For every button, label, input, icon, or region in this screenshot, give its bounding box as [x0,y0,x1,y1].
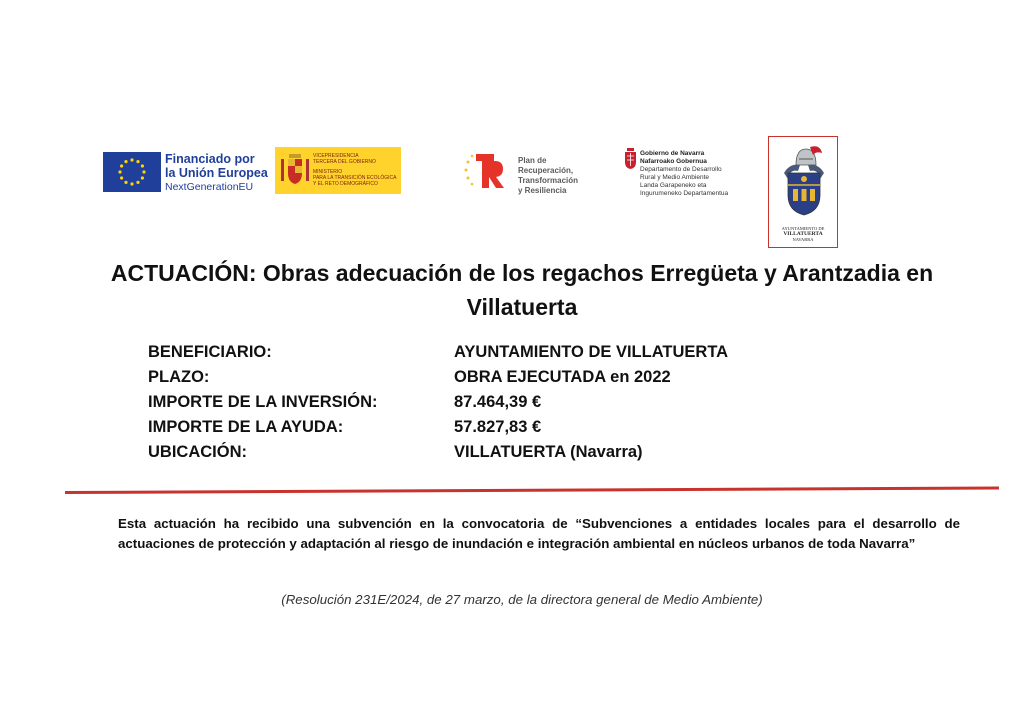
prtr-r-icon [462,148,512,194]
villatuerta-line3: NAVARRA [792,237,814,242]
info-label: IMPORTE DE LA INVERSIÓN: [148,393,378,411]
navarra-line6: Ingurumeneko Departamentua [640,190,729,197]
info-value: OBRA EJECUTADA en 2022 [454,368,671,386]
villatuerta-crest-icon [776,143,832,223]
info-label: IMPORTE DE LA AYUDA: [148,418,344,436]
prtr-line3: Transformación [518,176,579,185]
prtr-logo [462,148,592,194]
ministry-line5: Y EL RETO DEMOGRÁFICO [313,181,378,187]
eu-logo-line2: la Unión Europea [165,166,268,180]
villatuerta-line2: VILLATUERTA [783,230,823,237]
ministry-line2: TERCERA DEL GOBIERNO [313,159,376,165]
navarra-line4: Rural y Medio Ambiente [640,174,710,181]
eu-flag-icon [103,152,161,192]
navarra-line1: Gobierno de Navarra [640,150,705,157]
info-label: UBICACIÓN: [148,443,247,461]
spain-coat-of-arms-icon [280,153,310,188]
villatuerta-logo [768,136,838,248]
subsidy-description: Esta actuación ha recibido una subvención en la convocatoria de “Subvenciones a entidades locales para el desarrollo de actuaciones de protección y adaptación al riesgo de inundación e integración ambiental en núcleos urbanos de toda Navarra” [118,516,960,551]
villatuerta-line1: AYUNTAMIENTO DE [781,226,825,231]
navarra-shield-icon [624,148,637,170]
info-value: 87.464,39 € [454,393,542,411]
red-divider [65,479,999,495]
info-value: VILLATUERTA (Navarra) [454,443,643,461]
info-value: AYUNTAMIENTO DE VILLATUERTA [454,343,729,361]
resolution-reference: (Resolución 231E/2024, de 27 marzo, de la directora general de Medio Ambiente) [281,592,763,607]
navarra-line5: Landa Garapeneko eta [640,182,707,189]
gobierno-navarra-logo [624,148,744,198]
info-value: 57.827,83 € [454,418,542,436]
info-label: PLAZO: [148,368,210,386]
navarra-line3: Departamento de Desarrollo [640,166,722,173]
ministry-line3: MINISTERIO [313,169,343,175]
info-label: BENEFICIARIO: [148,343,272,361]
prtr-line2: Recuperación, [518,166,574,175]
prtr-line4: y Resiliencia [518,186,567,195]
eu-logo-line1: Financiado por [165,152,255,166]
prtr-line1: Plan de [518,156,547,165]
eu-logo-line3: NextGenerationEU [165,181,254,193]
navarra-line2: Nafarroako Gobernua [640,158,707,165]
ministry-logo [275,147,401,194]
page-title: ACTUACIÓN: Obras adecuación de los regachos Erregüeta y Arantzadia en Villatuerta [110,260,934,320]
eu-funding-logo [103,152,273,194]
ministry-line1: VICEPRESIDENCIA [313,153,359,159]
ministry-line4: PARA LA TRANSICIÓN ECOLÓGICA [313,175,397,181]
